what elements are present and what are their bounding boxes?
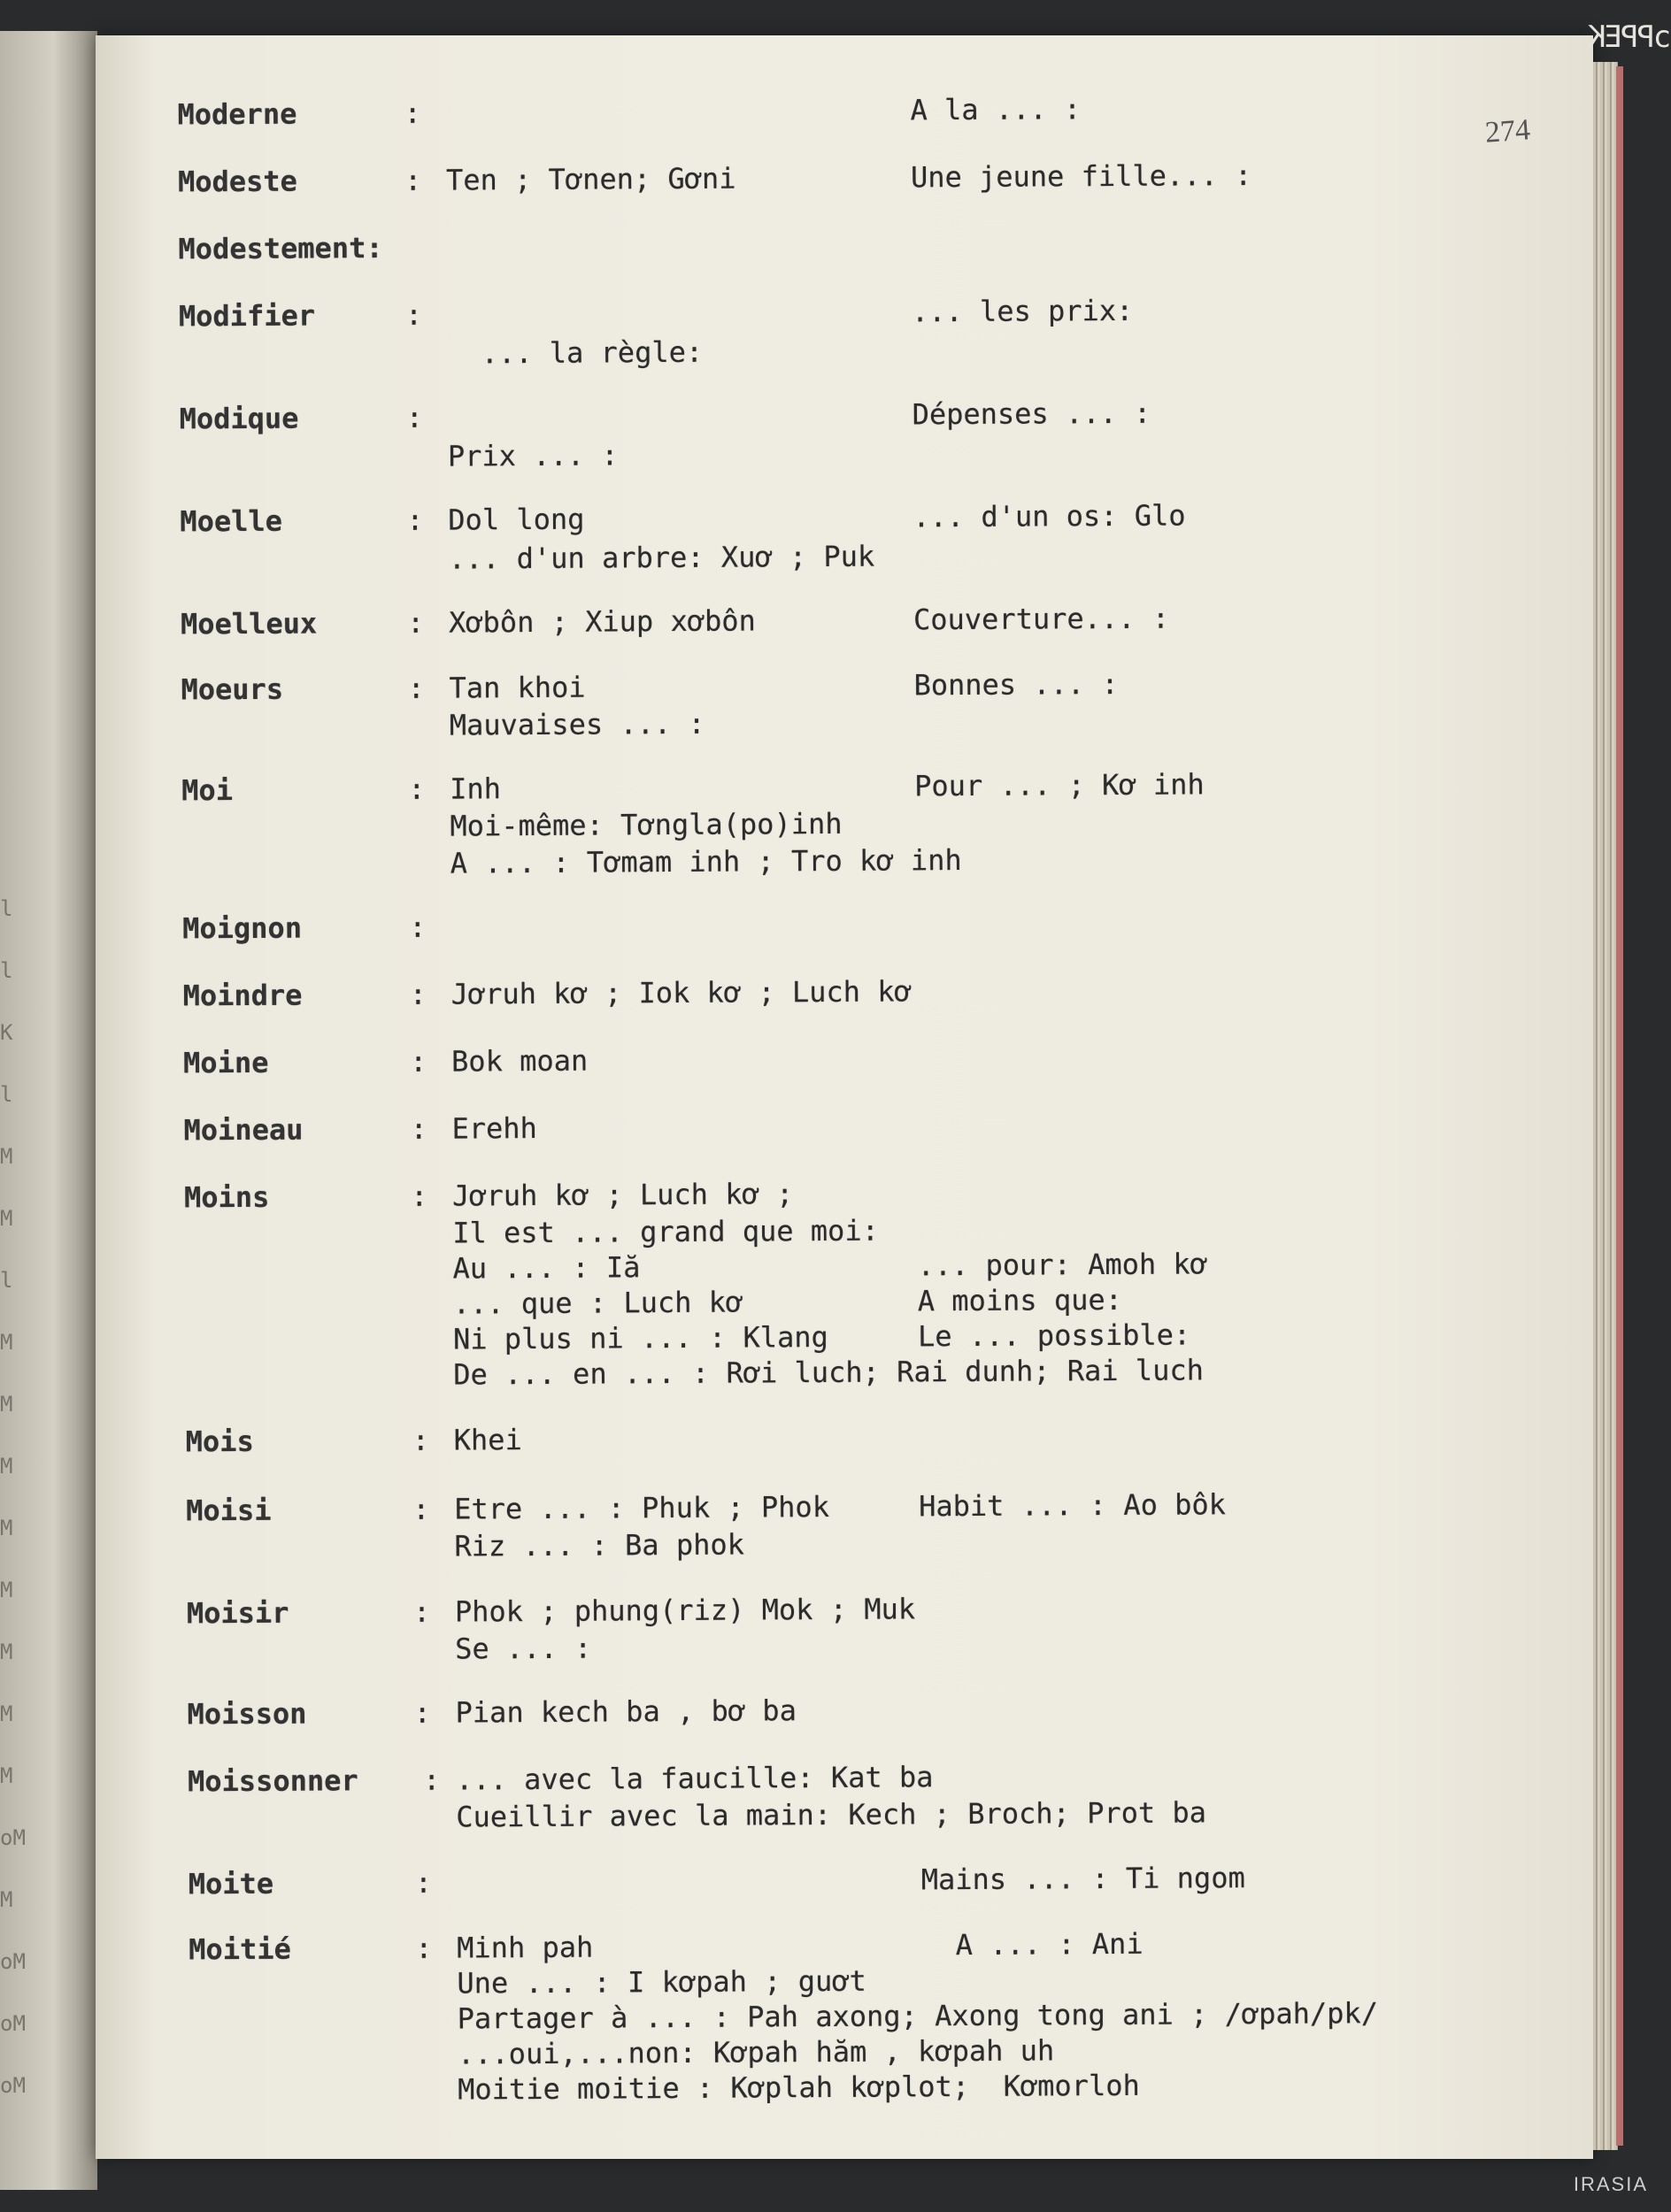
left-edge-letter: M [0, 1144, 13, 1169]
left-edge-letter: M [0, 1516, 13, 1540]
headword: Moineau [183, 1112, 304, 1148]
left-page-edge [0, 31, 97, 2190]
entry-definition: Minh pah [457, 1930, 594, 1965]
entry-definition: De ... en ... : Rơi luch; Rai dunh; Rai luch [453, 1353, 1205, 1392]
entry-definition: Moitie moitie : Kơplah kơplot; Kơmorloh [458, 2068, 1140, 2107]
entry-colon: : [412, 1423, 430, 1457]
entry-example: Dépenses ... : [912, 396, 1151, 432]
headword: Moins [183, 1179, 270, 1215]
left-edge-letter: oM [0, 2073, 26, 2098]
entry-definition: Tan khoi [449, 670, 586, 705]
entry-definition: Ten ; Tơnen; Gơni [445, 161, 736, 197]
headword: Mois [185, 1424, 254, 1459]
entry-example: A ... : Ani [921, 1926, 1144, 1962]
left-edge-letter: M [0, 1763, 13, 1788]
entry-example: ... les prix: [911, 293, 1134, 329]
left-edge-letter: M [0, 1578, 13, 1602]
left-edge-letter: M [0, 1701, 13, 1726]
entry-colon: : [412, 1594, 431, 1629]
entry-colon: : [414, 1865, 433, 1900]
left-edge-letter: l [0, 1268, 13, 1293]
entry-colon: : [404, 297, 423, 332]
left-edge-letter: l [0, 896, 13, 921]
entry-example: Bonnes ... : [913, 666, 1119, 703]
entry-example: Habit ... : Ao bôk [919, 1487, 1227, 1524]
entry-colon: : [410, 1111, 427, 1146]
entry-definition: Dol long [448, 502, 585, 537]
left-edge-letter: M [0, 1887, 13, 1912]
headword: Moderne [177, 96, 297, 132]
entry-definition: Ni plus ni ... : Klang [452, 1319, 828, 1356]
entry-definition: Bok moan [450, 1043, 589, 1079]
entry-definition: Il est ... grand que moi: [452, 1213, 880, 1250]
headword: Moisson [187, 1696, 307, 1732]
headword: Moite [188, 1866, 274, 1901]
entry-definition: ...oui,...non: Kơpah hăm , kơpah uh [457, 2033, 1055, 2071]
headword: Modifier [178, 298, 316, 334]
headword: Moisi [186, 1493, 272, 1528]
entry-colon: : [422, 1763, 441, 1797]
entry-definition: Phok ; phung(riz) Mok ; Muk [454, 1592, 916, 1629]
headword: Moitié [189, 1932, 291, 1967]
entry-definition: Xơbôn ; Xiup xơbôn [448, 603, 756, 640]
page-fore-edge-red [1616, 66, 1623, 2146]
headword: Moignon [182, 910, 303, 946]
dictionary-entries [96, 27, 1606, 2159]
left-edge-letter: l [0, 1082, 13, 1107]
entry-example: ... pour: Amoh kơ [917, 1247, 1208, 1283]
entry-colon: : [404, 163, 422, 197]
entry-colon: : [408, 772, 426, 806]
entry-definition: Riz ... : Ba phok [454, 1527, 745, 1563]
entry-colon: : [410, 1179, 428, 1213]
left-edge-letter: M [0, 1454, 13, 1479]
entry-definition: ... la règle: [447, 334, 704, 371]
entry-definition: Au ... : Iă [452, 1250, 641, 1286]
entry-definition: ... d'un arbre: Xuơ ; Puk [448, 539, 875, 576]
left-edge-letter: M [0, 1392, 13, 1417]
entry-example: Mains ... : Ti ngom [920, 1861, 1245, 1897]
left-edge-letter: oM [0, 2011, 26, 2036]
left-edge-letter: l [0, 958, 13, 983]
entry-definition: Jơruh kơ ; Luch kơ ; [451, 1177, 794, 1213]
entry-colon: : [405, 400, 424, 434]
entry-example: ... d'un os: Glo [913, 498, 1186, 534]
entry-definition: Prix ... : [447, 438, 619, 473]
headword: Modeste [177, 164, 297, 199]
page-number: 274 [1483, 113, 1532, 150]
headword: Moelleux [180, 606, 318, 641]
entry-example: Le ... possible: [917, 1317, 1191, 1354]
document-page [96, 35, 1593, 2159]
entry-definition: Khei [453, 1423, 522, 1457]
entry-colon: : [407, 671, 425, 705]
headword: Moine [182, 1045, 269, 1080]
headword: Moi [181, 773, 234, 808]
entry-definition: Cueillir avec la main: Kech ; Broch; Prot ba [456, 1795, 1207, 1834]
entry-colon: : [409, 977, 427, 1011]
headword: Moisir [186, 1595, 289, 1631]
entry-definition: Etre ... : Phuk ; Phok [454, 1489, 830, 1526]
entry-example: A moins que: [917, 1282, 1123, 1318]
entry-definition: Inh [450, 772, 502, 806]
entry-definition: ... avec la faucille: Kat ba [455, 1760, 934, 1797]
headword: Moindre [182, 978, 303, 1013]
left-edge-letter: M [0, 1640, 13, 1664]
page-fore-edge [1593, 62, 1618, 2150]
entry-definition: ... que : Luch kơ [452, 1285, 743, 1321]
left-edge-letter: M [0, 1330, 13, 1355]
corner-text: ɔPPEK [1589, 19, 1671, 55]
left-edge-letter: oM [0, 1949, 26, 1974]
entry-definition: Erehh [451, 1110, 537, 1146]
entry-colon: : [409, 1044, 427, 1079]
entry-colon: : [413, 1695, 431, 1730]
entry-example: Pour ... ; Kơ inh [914, 767, 1205, 803]
headword: Moissonner [187, 1763, 358, 1799]
left-edge-letter: oM [0, 1825, 26, 1850]
entry-example: Une jeune fille... : [910, 158, 1252, 195]
entry-definition: A ... : Tơmam inh ; Tro kơ inh [450, 843, 962, 880]
entry-colon: : [412, 1492, 430, 1526]
headword: Moeurs [181, 672, 284, 707]
entry-colon: : [404, 96, 421, 130]
left-edge-letter: M [0, 1206, 13, 1231]
entry-definition: Une ... : I kơpah ; guơt [457, 1963, 866, 2001]
entry-definition: Jơruh kơ ; Iok kơ ; Luch kơ [450, 974, 912, 1011]
entry-colon: : [415, 1931, 433, 1965]
entry-colon: : [406, 503, 424, 537]
entry-definition: Partager à ... : Pah axong; Axong tong ani ; /ơpah/pk/ [457, 1996, 1379, 2036]
entry-definition: Mauvaises ... : [449, 706, 705, 742]
left-edge-letter: K [0, 1020, 13, 1045]
headword: Moelle [180, 503, 283, 539]
entry-definition: Pian kech ba , bơ ba [455, 1694, 797, 1730]
headword: Modestement: [178, 231, 383, 266]
entry-colon: : [406, 605, 425, 640]
entry-colon: : [409, 910, 427, 944]
headword: Modique [179, 401, 299, 436]
entry-definition: Se ... : [455, 1631, 592, 1666]
entry-definition: Moi-même: Tơngla(po)inh [450, 806, 843, 843]
entry-example: A la ... : [910, 92, 1082, 127]
watermark: IRASIA [1573, 2173, 1648, 2195]
entry-example: Couverture... : [913, 601, 1170, 637]
